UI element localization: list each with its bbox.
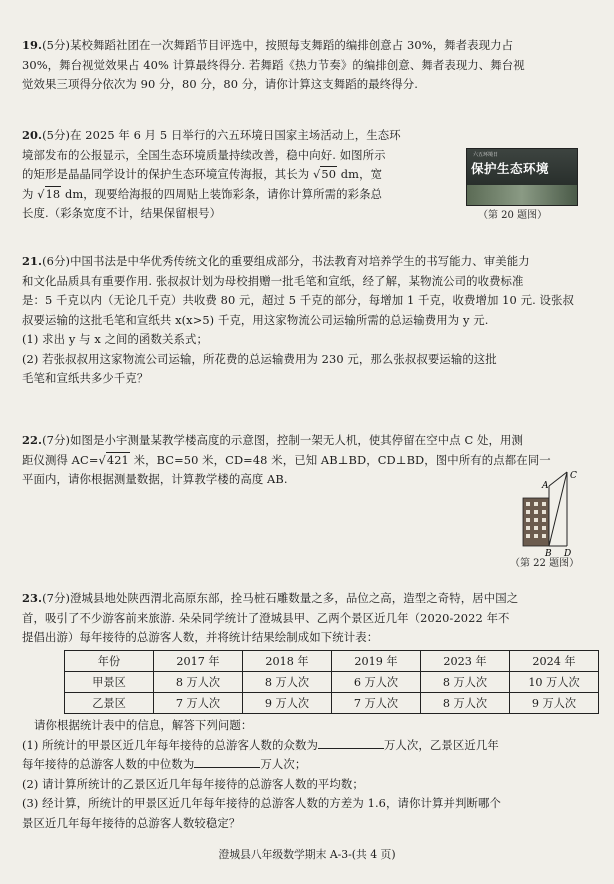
median-answer-blank[interactable] (194, 755, 260, 768)
q22-caption: （第 22 题图） (510, 558, 580, 569)
q20-line4b: dm，现要给海报的四周贴上装饰彩条，请你计算所需的彩条总 (61, 186, 383, 201)
q20-width-sqrt: √18 (37, 186, 61, 201)
table-header-cell: 2017 年 (154, 651, 243, 672)
q20-caption: （第 20 题图） (478, 210, 548, 221)
q22-score: (7分) (42, 433, 71, 447)
poster-title: 保护生态环境 (471, 161, 550, 176)
label-d: D (564, 549, 572, 559)
q21-sub2b: 毛笔和宣纸共多少千克？ (22, 371, 149, 385)
question-19 (22, 36, 588, 95)
q23-sub3a: (3) 经计算，所统计的甲景区近几年每年接待的总游客人数的方差为 1.6，请你计算并判断哪个 (22, 796, 501, 810)
q22-diagram (515, 468, 595, 568)
q23-sub2: (2) 请计算所统计的乙景区近几年每年接待的总游客人数的平均数； (22, 776, 364, 791)
table-cell: 乙景区 (65, 693, 154, 714)
q19-number: 19. (22, 38, 43, 52)
building-icon (523, 498, 549, 546)
q23-sub1b: 万人次，乙景区近几年 (383, 737, 499, 752)
question-23-parts (22, 716, 588, 833)
table-header-cell: 年份 (65, 651, 154, 672)
q19-line3: 觉效果三项得分依次为 90 分，80 分，80 分，请你计算这支舞蹈的最终得分. (22, 77, 418, 91)
table-cell: 8 万人次 (421, 693, 510, 714)
table-row (65, 693, 599, 714)
q23-sub1a: (1) 所统计的甲景区近几年每年接待的总游客人数的众数为 (22, 737, 318, 752)
table-cell: 7 万人次 (154, 693, 243, 714)
table-cell: 8 万人次 (421, 672, 510, 693)
question-22 (22, 431, 588, 490)
label-b: B (545, 549, 552, 559)
table-cell: 8 万人次 (154, 672, 243, 693)
q23-sub3b: 景区近几年每年接待的总游客人数较稳定？ (22, 815, 241, 830)
q21-number: 21. (22, 254, 43, 268)
q21-score: (6分) (42, 254, 71, 268)
q20-line1: 在 2025 年 6 月 5 日举行的六五环境日国家主场活动上，生态环 (70, 128, 401, 142)
table-cell: 10 万人次 (510, 672, 599, 693)
q20-number: 20. (22, 128, 43, 142)
q22-ac-sqrt: √421 (98, 452, 129, 467)
label-a: A (542, 481, 549, 491)
label-c: C (570, 471, 577, 481)
eco-poster-image (466, 148, 578, 206)
q22-line2a: 距仪测得 AC= (22, 452, 99, 467)
q19-line2: 30%，舞台视觉效果占 40% 计算最终得分. 若舞蹈《热力节奏》的编排创意、舞者表现力、舞台视 (22, 57, 525, 72)
q20-length-sqrt: √50 (313, 167, 337, 181)
visitor-stats-table (64, 650, 599, 714)
q20-line3b: dm，宽 (337, 167, 383, 181)
table-cell: 8 万人次 (243, 672, 332, 693)
poster-landscape (467, 185, 577, 205)
table-cell: 6 万人次 (332, 672, 421, 693)
table-cell: 9 万人次 (243, 693, 332, 714)
table-header-row (65, 651, 599, 672)
page-footer: 澄城县八年级数学期末 A-3-(共 4 页) (218, 848, 396, 861)
q23-sub1c: 每年接待的总游客人数的中位数为 (22, 757, 195, 771)
table-header-cell: 2019 年 (332, 651, 421, 672)
q21-line3: 是：5 千克以内（无论几千克）共收费 80 元，超过 5 千克的部分，每增加 1 千克，收费增加 10 元. 设张叔 (22, 293, 574, 307)
question-21 (22, 252, 588, 389)
q22-line3: 平面内，请你根据测量数据，计算教学楼的高度 AB. (22, 472, 288, 486)
q21-line4: 叔要运输的这批毛笔和宣纸共 x(x>5) 千克，用这家物流公司运输所需的总运输费用为 y 元. (22, 312, 489, 327)
q20-score: (5分) (42, 128, 71, 142)
table-cell: 甲景区 (65, 672, 154, 693)
q20-line3a: 的矩形是晶晶同学设计的保护生态环境宣传海报，其长为 (22, 167, 313, 181)
question-23 (22, 589, 588, 648)
q19-line1: 某校舞蹈社团在一次舞蹈节目评选中，按照每支舞蹈的编排创意占 30%，舞者表现力占 (70, 38, 514, 52)
table-cell: 7 万人次 (332, 693, 421, 714)
table-header-cell: 2018 年 (243, 651, 332, 672)
q21-sub2a: (2) 若张叔叔用这家物流公司运输，所花费的总运输费用为 230 元，那么张叔叔要运输的这批 (22, 351, 497, 366)
q22-number: 22. (22, 433, 43, 447)
mode-answer-blank[interactable] (318, 736, 384, 749)
q23-line2: 首，吸引了不少游客前来旅游. 朵朵同学统计了澄城县甲、乙两个景区近几年（2020-2022 年不 (22, 610, 510, 625)
q23-line3: 提倡出游）每年接待的总游客人数，并将统计结果绘制成如下统计表： (22, 630, 379, 644)
q19-score: (5分) (42, 38, 71, 52)
q21-line1: 中国书法是中华优秀传统文化的重要组成部分，书法教育对培养学生的书写能力、审美能力 (70, 254, 530, 268)
q23-line1: 澄城县地处陕西渭北高原东部，拴马桩石雕数量之多，品位之高，造型之奇特，居中国之 (70, 591, 519, 605)
q21-line2: 和文化品质具有重要作用. 张叔叔计划为母校捐赠一批毛笔和宣纸，经了解，某物流公司的收费标准 (22, 273, 524, 288)
question-20 (22, 126, 462, 224)
q22-line2b: 米，BC=50 米，CD=48 米，已知 AB⊥BD，CD⊥BD，图中所有的点都在同一 (129, 452, 551, 467)
q20-line2: 境部发布的公报显示，全国生态环境质量持续改善，稳中向好. 如图所示 (22, 147, 386, 162)
segment-bc (549, 472, 567, 546)
q22-line1: 如图是小宇测量某教学楼高度的示意图，控制一架无人机，使其停留在空中点 C 处，用测 (70, 433, 523, 447)
q21-sub1: (1) 求出 y 与 x 之间的函数关系式； (22, 332, 208, 346)
q23-score: (7分) (42, 591, 71, 605)
q20-line5: 长度.（彩条宽度不计，结果保留根号） (22, 206, 222, 220)
table-cell: 9 万人次 (510, 693, 599, 714)
q23-intro: 请你根据统计表中的信息，解答下列问题： (34, 718, 253, 732)
q23-number: 23. (22, 591, 43, 605)
table-row (65, 672, 599, 693)
table-header-cell: 2023 年 (421, 651, 510, 672)
q20-line4a: 为 (22, 186, 38, 201)
table-header-cell: 2024 年 (510, 651, 599, 672)
q23-sub1d: 万人次； (260, 757, 307, 771)
poster-subtitle: 六五环境日 (473, 152, 499, 158)
